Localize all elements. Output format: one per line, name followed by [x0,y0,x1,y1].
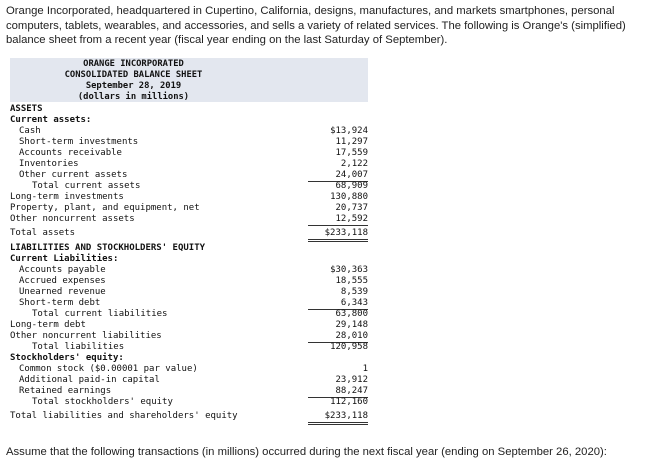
balance-row [10,228,368,239]
balance-row [10,397,368,408]
row-value: 63,800 [335,309,368,319]
row-label: Total current assets [32,181,141,191]
row-value: $30,363 [330,265,368,275]
row-label: Total stockholders' equity [32,397,173,407]
row-label: Stockholders' equity: [10,353,124,363]
balance-sheet-header [10,58,368,102]
balance-row [10,287,368,298]
row-value: 24,007 [308,170,368,182]
row-label: Total current liabilities [32,309,168,319]
balance-row [10,104,368,115]
row-value: 112,160 [330,397,368,407]
row-value: 28,010 [308,331,368,343]
row-label: Other noncurrent liabilities [10,331,162,341]
row-label: Short-term investments [19,137,139,147]
balance-row [10,115,368,126]
balance-row [10,148,368,159]
row-value: $233,118 [308,411,368,425]
balance-row [10,203,368,214]
balance-row [10,276,368,287]
statement-units: (dollars in millions) [77,92,190,102]
row-value: 12,592 [308,214,368,226]
row-value: 68,909 [335,181,368,191]
row-label: Total assets [10,228,76,238]
row-value: 130,880 [330,192,368,202]
balance-row [10,214,368,225]
row-value: 11,297 [335,137,368,147]
row-label: Unearned revenue [19,287,106,297]
row-label: Inventories [19,159,79,169]
transactions-prompt: Assume that the following transactions (in millions) occurred during the next fiscal year (ending on September 26, 2020): [6,446,607,458]
row-value: 2,122 [340,159,368,169]
row-value: 18,555 [335,276,368,286]
row-label: Accounts payable [19,265,106,275]
row-label: Long-term debt [10,320,86,330]
row-value: 23,912 [335,375,368,385]
balance-row [10,375,368,386]
row-label: Additional paid-in capital [19,375,160,385]
row-label: Current assets: [10,115,92,125]
balance-row [10,159,368,170]
balance-row [10,243,368,254]
row-value: 88,247 [308,386,368,398]
row-value: 1 [362,364,368,374]
balance-row [10,181,368,192]
row-value: 20,737 [335,203,368,213]
row-label: Accrued expenses [19,276,106,286]
balance-row [10,309,368,320]
balance-row [10,170,368,181]
balance-row [10,331,368,342]
row-label: Long-term investments [10,192,124,202]
row-value: 120,958 [330,342,368,352]
row-label: Common stock ($0.00001 par value) [19,364,198,374]
balance-row [10,192,368,203]
row-label: Other noncurrent assets [10,214,135,224]
row-label: Total liabilities [32,342,125,352]
balance-row [10,126,368,137]
balance-row [10,386,368,397]
row-label: Total liabilities and shareholders' equity [10,411,238,421]
balance-row [10,298,368,309]
row-label: Short-term debt [19,298,101,308]
row-label: Current Liabilities: [10,254,119,264]
row-label: LIABILITIES AND STOCKHOLDERS' EQUITY [10,243,206,253]
balance-row [10,411,368,422]
row-label: Cash [19,126,41,136]
row-label: Accounts receivable [19,148,122,158]
intro-paragraph: Orange Incorporated, headquartered in Cupertino, California, designs, manufactures, and markets smartphones, personal computers, tablets, wearables, and accessories, and sells a variety of related services. The following is Orange's (simplified) balance sheet from a recent year (fiscal year ending on the last Saturday of September). [6,5,626,47]
statement-date: September 28, 2019 [85,81,182,91]
row-label: Property, plant, and equipment, net [10,203,200,213]
balance-row [10,265,368,276]
company-name: ORANGE INCORPORATED [83,59,184,69]
row-label: ASSETS [10,104,43,114]
balance-row [10,353,368,364]
balance-sheet [10,58,368,433]
row-value: 29,148 [335,320,368,330]
balance-row [10,364,368,375]
row-value: $233,118 [308,228,368,242]
balance-row [10,342,368,353]
row-value: 6,343 [308,298,368,310]
row-label: Other current assets [19,170,128,180]
balance-row [10,137,368,148]
row-value: 17,559 [335,148,368,158]
balance-row [10,320,368,331]
row-label: Retained earnings [19,386,112,396]
row-value: $13,924 [330,126,368,136]
row-value: 8,539 [340,287,368,297]
statement-title: CONSOLIDATED BALANCE SHEET [64,70,203,80]
balance-row [10,254,368,265]
